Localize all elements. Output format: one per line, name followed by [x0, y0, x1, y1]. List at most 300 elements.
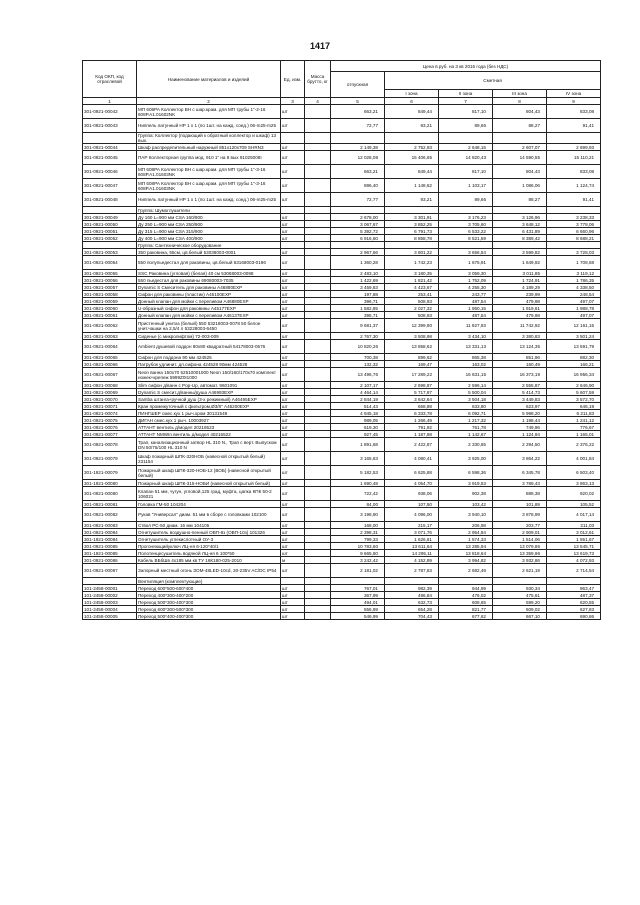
- zone3-price-cell: 599,20: [493, 599, 547, 606]
- zone2-price-cell: 13 285,94: [439, 543, 493, 550]
- code-cell: 301-0921-00045: [83, 151, 137, 165]
- zone1-price-cell: 8 858,78: [385, 235, 439, 242]
- unit-cell: шт: [281, 333, 305, 340]
- zone1-price-cell: 3 642,64: [385, 396, 439, 403]
- zone2-price-cell: 1 950,15: [439, 305, 493, 312]
- weight-cell: [305, 592, 331, 599]
- unit-cell: шт: [281, 193, 305, 207]
- name-cell: Полотенцесушитель водяной ЛЦ-ня 6 100*50: [137, 550, 281, 557]
- empty-cell: [547, 207, 601, 214]
- code-cell: 101-2458-00004: [83, 606, 137, 613]
- zone3-price-cell: 1 724,91: [493, 277, 547, 284]
- zone3-price-cell: 88,27: [493, 119, 547, 133]
- zone1-price-cell: 1 742,23: [385, 256, 439, 270]
- empty-cell: [439, 242, 493, 249]
- zone1-price-cell: 4 054,70: [385, 480, 439, 487]
- table-row: [83, 487, 601, 501]
- empty-cell: [439, 207, 493, 214]
- col-number: 6: [385, 98, 439, 105]
- empty-cell: [281, 578, 305, 585]
- weight-cell: [305, 480, 331, 487]
- zone3-price-cell: 13 124,35: [493, 340, 547, 354]
- weight-cell: [305, 312, 331, 319]
- name-cell: Сиденье (с микролифтом) 72-003-009: [137, 333, 281, 340]
- weight-cell: [305, 529, 331, 536]
- code-cell: 101-2458-00002: [83, 592, 137, 599]
- table-row: [83, 522, 601, 529]
- header-unit: Ед. изм.: [281, 61, 305, 98]
- zone1-price-cell: 3 801,22: [385, 249, 439, 256]
- weight-cell: [305, 543, 331, 550]
- unit-cell: шт: [281, 396, 305, 403]
- zone4-price-cell: 497,07: [547, 312, 601, 319]
- zone2-price-cell: 1 574,33: [439, 536, 493, 543]
- unit-cell: шт: [281, 291, 305, 298]
- zone2-price-cell: 8 521,59: [439, 235, 493, 242]
- release-price-cell: 3 067,67: [331, 221, 385, 228]
- code-cell: 301-0921-00070: [83, 396, 137, 403]
- name-cell: Samba штанга+ручной душ (3-х режимный) А46495EXP: [137, 396, 281, 403]
- zone4-price-cell: 920,02: [547, 487, 601, 501]
- unit-cell: шт: [281, 438, 305, 452]
- zone4-price-cell: 2 699,93: [547, 144, 601, 151]
- weight-cell: [305, 165, 331, 179]
- code-cell: 301-1921-00084: [83, 536, 137, 543]
- unit-cell: шт: [281, 179, 305, 193]
- unit-cell: шт: [281, 529, 305, 536]
- code-cell: 101-2458-00005: [83, 613, 137, 620]
- release-price-cell: 2 149,38: [331, 144, 385, 151]
- empty-cell: [385, 242, 439, 249]
- zone2-price-cell: 677,62: [439, 613, 493, 620]
- empty-cell: [281, 207, 305, 214]
- name-cell: ДИГАН смес.кух 1 рыч. 10003927: [137, 417, 281, 424]
- release-price-cell: 799,33: [331, 536, 385, 543]
- name-cell: 550 полупьедестал для раковины, цв.белый 53168003-0196: [137, 256, 281, 270]
- zone1-price-cell: 3 508,98: [385, 333, 439, 340]
- group-header-row: [83, 133, 601, 144]
- zone2-price-cell: 3 434,10: [439, 333, 493, 340]
- release-price-cell: 2 967,66: [331, 249, 385, 256]
- zone3-price-cell: 88,27: [493, 193, 547, 207]
- col-number: 2: [137, 98, 281, 105]
- zone3-price-cell: 1 086,06: [493, 179, 547, 193]
- zone2-price-cell: 1 675,91: [439, 256, 493, 270]
- table-row: [83, 214, 601, 221]
- name-cell: Трап, канализационный затвор HL 310 N., Трап с верт. Выпуском DN 50/75/100 HL 310 N: [137, 438, 281, 452]
- col-number: 4: [305, 98, 331, 105]
- zone3-price-cell: 101,89: [493, 501, 547, 508]
- zone4-price-cell: 690,86: [547, 613, 601, 620]
- group-header-row: [83, 207, 601, 214]
- zone4-price-cell: 3 012,61: [547, 529, 601, 536]
- zone2-price-cell: 13 331,13: [439, 340, 493, 354]
- weight-cell: [305, 487, 331, 501]
- zone4-price-cell: 4 017,14: [547, 508, 601, 522]
- empty-cell: [385, 578, 439, 585]
- name-cell: SSC Раковина (угловая) (белая) 40 см 53068003-0098: [137, 270, 281, 277]
- col-number: 8: [493, 98, 547, 105]
- unit-cell: шт: [281, 424, 305, 431]
- zone4-price-cell: 1 786,35: [547, 277, 601, 284]
- weight-cell: [305, 564, 331, 578]
- table-row: [83, 592, 601, 599]
- name-cell: Ниппель латунный НР 1 х 1 (по 1шт. на кажд. соед.) 06-m25-m25: [137, 119, 281, 133]
- zone3-price-cell: 6 345,78: [493, 466, 547, 480]
- unit-cell: шт: [281, 389, 305, 396]
- unit-cell: шт: [281, 249, 305, 256]
- zone1-price-cell: 93,21: [385, 193, 439, 207]
- zone2-price-cell: 608,65: [439, 599, 493, 606]
- zone4-price-cell: 1 551,67: [547, 536, 601, 543]
- zone2-price-cell: 487,54: [439, 298, 493, 305]
- zone4-price-cell: 1 165,01: [547, 431, 601, 438]
- release-price-cell: 72,77: [331, 193, 385, 207]
- unit-cell: шт: [281, 235, 305, 242]
- weight-cell: [305, 256, 331, 270]
- code-cell: 301-0921-00080: [83, 487, 137, 501]
- table-row: [83, 179, 601, 193]
- zone4-price-cell: 487,37: [547, 592, 601, 599]
- empty-cell: [331, 578, 385, 585]
- unit-cell: шт: [281, 452, 305, 466]
- group-header-row: [83, 578, 601, 585]
- zone4-price-cell: 6 660,96: [547, 228, 601, 235]
- zone2-price-cell: 11 927,93: [439, 319, 493, 333]
- weight-cell: [305, 550, 331, 557]
- zone1-price-cell: 4 080,41: [385, 452, 439, 466]
- zone2-price-cell: 6 598,36: [439, 466, 493, 480]
- group-title: Группа: Сантехническое оборудование: [137, 242, 281, 249]
- code-cell: 301-0921-00062: [83, 319, 137, 333]
- group-code-cell: [83, 242, 137, 249]
- zone4-price-cell: 3 501,24: [547, 333, 601, 340]
- col-number: 3: [281, 98, 305, 105]
- code-cell: 301-1921-00079: [83, 466, 137, 480]
- unit-cell: шт: [281, 487, 305, 501]
- weight-cell: [305, 508, 331, 522]
- zone3-price-cell: 5 414,73: [493, 389, 547, 396]
- table-row: [83, 501, 601, 508]
- zone3-price-cell: 1 919,61: [493, 305, 547, 312]
- table-row: [83, 606, 601, 613]
- zone3-price-cell: 3 864,22: [493, 452, 547, 466]
- code-cell: 301-0921-00047: [83, 179, 137, 193]
- name-cell: Огнетушитель воздушно-пенный ОВП-8з (ОВП-10з) 101326: [137, 529, 281, 536]
- unit-cell: шт: [281, 606, 305, 613]
- unit-cell: шт: [281, 536, 305, 543]
- unit-cell: шт: [281, 522, 305, 529]
- zone2-price-cell: 1 142,67: [439, 431, 493, 438]
- code-cell: 301-0921-00079: [83, 452, 137, 466]
- code-cell: 301-0921-00049: [83, 214, 137, 221]
- zone3-price-cell: 3 380,83: [493, 333, 547, 340]
- unit-cell: шт: [281, 284, 305, 291]
- weight-cell: [305, 298, 331, 305]
- table-row: [83, 333, 601, 340]
- group-title: Вентиляция (комплектующие): [137, 578, 281, 585]
- zone3-price-cell: 888,38: [493, 487, 547, 501]
- release-price-cell: 663,21: [331, 105, 385, 119]
- zone2-price-cell: 243,77: [439, 291, 493, 298]
- name-cell: Патрубок удлинит. дл.сифона 424528 90мм 424528: [137, 361, 281, 368]
- release-price-cell: 3 242,42: [331, 557, 385, 564]
- zone1-price-cell: 2 698,87: [385, 382, 439, 389]
- name-cell: Ду 250 L=900 мм CSA 250/900: [137, 221, 281, 228]
- name-cell: Рукав "Универсал" диам. 51 мм в сборе с головками 102100: [137, 508, 281, 522]
- zone1-price-cell: 3 180,35: [385, 270, 439, 277]
- zone1-price-cell: 849,44: [385, 105, 439, 119]
- table-row: [83, 466, 601, 480]
- zone4-price-cell: 497,07: [547, 298, 601, 305]
- unit-cell: шт: [281, 361, 305, 368]
- name-cell: Шкаф пожарный ШПК-320НОБ (навесной открытый белый) 231154: [137, 452, 281, 466]
- table-row: [83, 270, 601, 277]
- release-price-cell: 700,38: [331, 354, 385, 361]
- table-row: [83, 403, 601, 410]
- name-cell: Ду 400 L=900 мм CSA 400/900: [137, 235, 281, 242]
- zone4-price-cell: 627,83: [547, 606, 601, 613]
- unit-cell: шт: [281, 382, 305, 389]
- zone2-price-cell: 2 648,15: [439, 144, 493, 151]
- zone4-price-cell: 882,30: [547, 354, 601, 361]
- zone2-price-cell: 16 631,15: [439, 368, 493, 382]
- zone2-price-cell: 476,02: [439, 592, 493, 599]
- zone1-price-cell: 215,17: [385, 522, 439, 529]
- release-price-cell: 546,99: [331, 613, 385, 620]
- empty-cell: [331, 242, 385, 249]
- unit-cell: шт: [281, 403, 305, 410]
- code-cell: 301-0921-00043: [83, 119, 137, 133]
- unit-cell: шт: [281, 585, 305, 592]
- code-cell: 301-0921-00052: [83, 235, 137, 242]
- release-price-cell: 663,21: [331, 165, 385, 179]
- zone1-price-cell: 107,50: [385, 501, 439, 508]
- code-cell: 301-1921-00080: [83, 480, 137, 487]
- zone4-price-cell: 6 211,83: [547, 410, 601, 417]
- zone1-price-cell: 704,43: [385, 613, 439, 620]
- zone1-price-cell: 6 625,88: [385, 466, 439, 480]
- zone4-price-cell: 2 714,54: [547, 564, 601, 578]
- unit-cell: шт: [281, 144, 305, 151]
- weight-cell: [305, 557, 331, 564]
- zone4-price-cell: 248,54: [547, 291, 601, 298]
- zone2-price-cell: 89,66: [439, 193, 493, 207]
- name-cell: Переход 500*400-400*300: [137, 613, 281, 620]
- zone1-price-cell: 1 626,61: [385, 536, 439, 543]
- zone3-price-cell: 3 449,83: [493, 396, 547, 403]
- zone3-price-cell: 239,99: [493, 291, 547, 298]
- zone2-price-cell: 2 954,84: [439, 529, 493, 536]
- zone1-price-cell: 1 148,62: [385, 179, 439, 193]
- empty-cell: [439, 578, 493, 585]
- zone2-price-cell: 944,99: [439, 585, 493, 592]
- zone4-price-cell: 963,47: [547, 585, 601, 592]
- zone1-price-cell: 791,92: [385, 424, 439, 431]
- zone4-price-cell: 211,03: [547, 522, 601, 529]
- unit-cell: шт: [281, 256, 305, 270]
- zone4-price-cell: 3 238,33: [547, 214, 601, 221]
- unit-cell: шт: [281, 270, 305, 277]
- name-cell: АТТАНТ NMWIn вентиль д/модел 40216522: [137, 431, 281, 438]
- zone2-price-cell: 13 818,64: [439, 550, 493, 557]
- name-cell: Клапан 51 мм, чугун, угловой,125 град, муфта, цапка КПК 50-2 106021: [137, 487, 281, 501]
- zone1-price-cell: 15 406,65: [385, 151, 439, 165]
- unit-cell: шт: [281, 480, 305, 487]
- code-cell: 301-0921-00063: [83, 333, 137, 340]
- name-cell: ПИНГШЕР смес.кух 1 рыч.хром 30131549: [137, 410, 281, 417]
- zone2-price-cell: 206,98: [439, 522, 493, 529]
- col-number: 7: [439, 98, 493, 105]
- zone2-price-cell: 3 925,00: [439, 452, 493, 466]
- weight-cell: [305, 235, 331, 242]
- code-cell: 301-0921-00060: [83, 305, 137, 312]
- table-row: [83, 291, 601, 298]
- release-price-cell: 84,00: [331, 501, 385, 508]
- zone3-price-cell: 851,96: [493, 354, 547, 361]
- zone3-price-cell: 479,98: [493, 298, 547, 305]
- zone4-price-cell: 646,19: [547, 403, 601, 410]
- zone4-price-cell: 105,52: [547, 501, 601, 508]
- weight-cell: [305, 119, 331, 133]
- release-price-cell: 2 107,17: [331, 382, 385, 389]
- code-cell: 101-2458-00003: [83, 599, 137, 606]
- zone4-price-cell: 4 001,84: [547, 452, 601, 466]
- zone3-price-cell: 203,77: [493, 522, 547, 529]
- release-price-cell: 989,05: [331, 417, 385, 424]
- zone3-price-cell: 623,97: [493, 403, 547, 410]
- zone3-price-cell: 14 590,55: [493, 151, 547, 165]
- zone2-price-cell: 5 500,04: [439, 389, 493, 396]
- zone1-price-cell: 2 027,32: [385, 305, 439, 312]
- code-cell: 301-0921-00050: [83, 221, 137, 228]
- weight-cell: [305, 179, 331, 193]
- zone2-price-cell: 6 533,22: [439, 228, 493, 235]
- zone4-price-cell: 2 376,22: [547, 438, 601, 452]
- code-cell: 101-2458-00001: [83, 585, 137, 592]
- weight-cell: [305, 501, 331, 508]
- table-row: [83, 529, 601, 536]
- zone3-price-cell: 1 124,94: [493, 431, 547, 438]
- zone4-price-cell: 1 124,74: [547, 179, 601, 193]
- release-price-cell: 9 681,37: [331, 319, 385, 333]
- release-price-cell: 896,40: [331, 179, 385, 193]
- weight-cell: [305, 396, 331, 403]
- release-price-cell: 1 582,85: [331, 305, 385, 312]
- zone1-price-cell: 13 858,62: [385, 340, 439, 354]
- unit-cell: шт: [281, 214, 305, 221]
- weight-cell: [305, 291, 331, 298]
- table-row: [83, 480, 601, 487]
- zone2-price-cell: 4 255,30: [439, 284, 493, 291]
- zone1-price-cell: 2 787,83: [385, 564, 439, 578]
- release-price-cell: 367,99: [331, 592, 385, 599]
- table-row: [83, 105, 601, 119]
- zone3-price-cell: 8 389,42: [493, 235, 547, 242]
- release-price-cell: 2 483,10: [331, 270, 385, 277]
- unit-cell: шт: [281, 221, 305, 228]
- name-cell: ПАР Коллекторная группа мод. 910 1" на 8 вых 91025008I: [137, 151, 281, 165]
- zone1-price-cell: 658,88: [385, 403, 439, 410]
- code-cell: 301-0921-00054: [83, 256, 137, 270]
- zone1-price-cell: 6 791,73: [385, 228, 439, 235]
- table-row: [83, 361, 601, 368]
- zone1-price-cell: 899,62: [385, 354, 439, 361]
- weight-cell: [305, 368, 331, 382]
- release-price-cell: 13 496,76: [331, 368, 385, 382]
- zone1-price-cell: 1 821,42: [385, 277, 439, 284]
- header-prices: Цена в руб. на 3 кв 2016 года (без НДС): [331, 61, 601, 72]
- zone1-price-cell: 1 266,49: [385, 417, 439, 424]
- zone2-price-cell: 2 596,14: [439, 382, 493, 389]
- zone1-price-cell: 93,21: [385, 119, 439, 133]
- group-title: Группа: Коллектор (подающий к обратный коллектор и шкаф) 13 вых.: [137, 133, 281, 144]
- price-table: [82, 60, 601, 620]
- unit-cell: шт: [281, 277, 305, 284]
- name-cell: АТТАНТ вентиль д/модел 20216523: [137, 424, 281, 431]
- zone2-price-cell: 821,77: [439, 606, 493, 613]
- table-row: [83, 557, 601, 564]
- name-cell: Сифон для раковины (пластик) А45100EXP: [137, 291, 281, 298]
- name-cell: МП 608РА Коллектор ВН с шар.крам. для МП трубы 1"-2-16 608Р.А1.01602NK: [137, 105, 281, 119]
- table-row: [83, 277, 601, 284]
- name-cell: Ду 315 L=900 мм CSA 315/900: [137, 228, 281, 235]
- table-row: [83, 508, 601, 522]
- code-cell: 301-0921-00076: [83, 424, 137, 431]
- empty-cell: [493, 133, 547, 144]
- release-price-cell: 3 165,63: [331, 452, 385, 466]
- header-zone-1: I зона: [385, 90, 439, 98]
- weight-cell: [305, 382, 331, 389]
- name-cell: Переход 600*300-500*300: [137, 606, 281, 613]
- zone4-price-cell: 1 988,78: [547, 305, 601, 312]
- release-price-cell: 2 181,02: [331, 564, 385, 578]
- zone4-price-cell: 833,08: [547, 165, 601, 179]
- release-price-cell: 514,43: [331, 403, 385, 410]
- zone3-price-cell: 16 373,19: [493, 368, 547, 382]
- zone2-price-cell: 865,38: [439, 354, 493, 361]
- col-number: 9: [547, 98, 601, 105]
- page-number: 1417: [309, 41, 331, 51]
- code-cell: 301-0921-00084: [83, 529, 137, 536]
- weight-cell: [305, 606, 331, 613]
- name-cell: Кабель ВБбШв 4х185 мм.кв ТУ 16К180-025-2010: [137, 557, 281, 564]
- header-weight: Масса брутто, кг: [305, 61, 331, 98]
- zone3-price-cell: 1 649,92: [493, 256, 547, 270]
- zone3-price-cell: 2 621,19: [493, 564, 547, 578]
- weight-cell: [305, 270, 331, 277]
- code-cell: 301-1921-00085: [83, 550, 137, 557]
- weight-cell: [305, 105, 331, 119]
- code-cell: 301-0921-00064: [83, 340, 137, 354]
- zone1-price-cell: 14 295,11: [385, 550, 439, 557]
- zone1-price-cell: 6 333,78: [385, 410, 439, 417]
- zone4-price-cell: 3 728,03: [547, 249, 601, 256]
- group-code-cell: [83, 207, 137, 214]
- zone3-price-cell: 475,61: [493, 592, 547, 599]
- release-price-cell: 494,01: [331, 599, 385, 606]
- header-name: Наименование материалов и изделий: [137, 61, 281, 98]
- zone4-price-cell: 91,41: [547, 193, 601, 207]
- unit-cell: шт: [281, 599, 305, 606]
- zone3-price-cell: 1 198,44: [493, 417, 547, 424]
- name-cell: МП 608РА Коллектор ВН с шар.крам. для МП трубы 1"-3-16 608Р.А1.01603NK: [137, 165, 281, 179]
- weight-cell: [305, 599, 331, 606]
- weight-cell: [305, 340, 331, 354]
- weight-cell: [305, 613, 331, 620]
- empty-cell: [547, 578, 601, 585]
- zone1-price-cell: 2 422,87: [385, 438, 439, 452]
